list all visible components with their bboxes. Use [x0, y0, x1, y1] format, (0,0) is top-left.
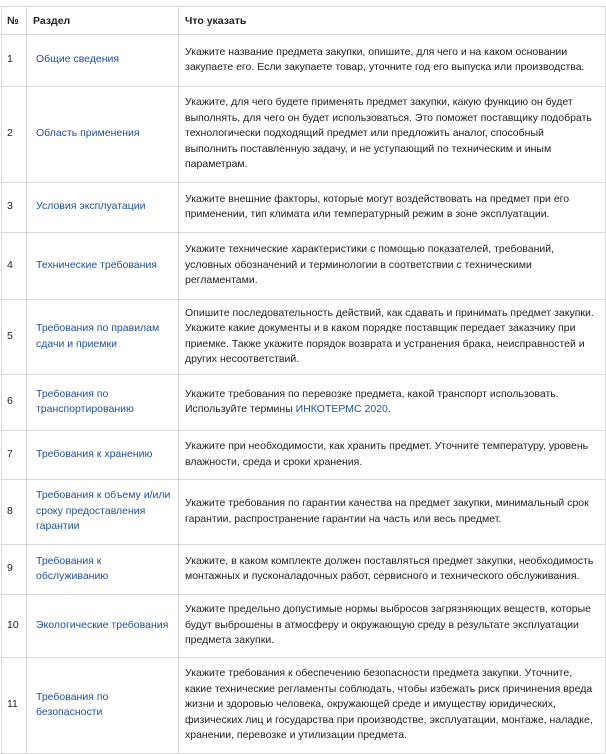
row-number: 3	[2, 183, 27, 233]
row-number: 9	[2, 545, 27, 595]
row-number: 11	[2, 658, 27, 754]
row-number: 10	[2, 595, 27, 658]
section-link[interactable]: Область применения	[27, 87, 179, 183]
row-number: 2	[2, 87, 27, 183]
row-description-text: Укажите требования по перевозке предмета, какой транспорт использовать. Используйте термины	[185, 387, 559, 415]
requirements-table	[1, 6, 606, 754]
row-description: Укажите, в каком комплекте должен поставляться предмет закупки, необходимость монтажных и пусконаладочных работ, сервисного и технического обслуживания.	[179, 545, 606, 595]
row-description-end: .	[387, 403, 391, 415]
section-link[interactable]: Требования к хранению	[27, 431, 179, 480]
table-row	[2, 300, 606, 375]
section-link[interactable]: Технические требования	[27, 233, 179, 300]
table-row	[2, 375, 606, 431]
row-description: Укажите требования по гарантии качества на предмет закупки, минимальный срок гарантии, распространение гарантии на часть или весь предмет.	[179, 480, 606, 545]
table-row	[2, 545, 606, 595]
table-row	[2, 658, 606, 754]
section-link[interactable]: Общие сведения	[27, 35, 179, 87]
row-description: Укажите, для чего будете применять предмет закупки, какую функцию он будет выполнять, для чего он будет использоваться. Это поможет поставщику подобрать технологически подходящий предмет или предложить аналог, способный выполнить поставленную задачу, и не уступающий по техническим и иным параметрам.	[179, 87, 606, 183]
row-number: 8	[2, 480, 27, 545]
row-description: Опишите последовательность действий, как сдавать и принимать предмет закупки. Укажите какие документы и в каком порядке поставщик передает заказчику при приемке. Также укажите порядок возврата и устранения брака, неисправностей и других несоответствий.	[179, 300, 606, 375]
row-number: 5	[2, 300, 27, 375]
row-number: 7	[2, 431, 27, 480]
header-number: №	[2, 7, 27, 35]
header-what-to-specify: Что указать	[179, 7, 606, 35]
table-row	[2, 35, 606, 87]
table-row	[2, 183, 606, 233]
row-description: Укажите предельно допустимые нормы выбросов загрязняющих веществ, которые будут выброшены в атмосферу и окружающую среду в результате эксплуатации предмета закупки.	[179, 595, 606, 658]
row-description: Укажите при необходимости, как хранить предмет. Уточните температуру, уровень влажности, среда и сроки хранения.	[179, 431, 606, 480]
table-row	[2, 233, 606, 300]
section-link[interactable]: Требования по правилам сдачи и приемки	[27, 300, 179, 375]
table-header-row	[2, 7, 606, 35]
table-row	[2, 480, 606, 545]
row-description: Укажите технические характеристики с помощью показателей, требований, условных обозначений и терминологии в соответствии с техническими регламентами.	[179, 233, 606, 300]
table-row	[2, 87, 606, 183]
incoterms-link[interactable]: ИНКОТЕРМС 2020	[295, 403, 388, 415]
row-number: 4	[2, 233, 27, 300]
row-description: Укажите название предмета закупки, опишите, для чего и на каком основании закупаете его. Если закупаете товар, уточните год его выпуска или производства.	[179, 35, 606, 87]
section-link[interactable]: Требования по транспортированию	[27, 375, 179, 431]
table-row	[2, 595, 606, 658]
row-description: Укажите требования к обеспечению безопасности предмета закупки. Уточните, какие технические регламенты соблюдать, чтобы избежать риск причинения вреда жизни и здоровью человека, окружающей среде и имуществу юридических, физических лиц и государства при производстве, эксплуатации, монтаже, наладке, хранении, перевозке и утилизации предмета.	[179, 658, 606, 754]
row-description: Укажите внешние факторы, которые могут воздействовать на предмет при его применении, тип климата или температурный режим в зоне эксплуатации.	[179, 183, 606, 233]
table-row	[2, 431, 606, 480]
row-description	[179, 375, 606, 431]
section-link[interactable]: Экологические требования	[27, 595, 179, 658]
header-section: Раздел	[27, 7, 179, 35]
section-link[interactable]: Условия эксплуатации	[27, 183, 179, 233]
section-link[interactable]: Требования по безопасности	[27, 658, 179, 754]
section-link[interactable]: Требования к объему и/или сроку предоставления гарантии	[27, 480, 179, 545]
row-number: 1	[2, 35, 27, 87]
row-number: 6	[2, 375, 27, 431]
section-link[interactable]: Требования к обслуживанию	[27, 545, 179, 595]
